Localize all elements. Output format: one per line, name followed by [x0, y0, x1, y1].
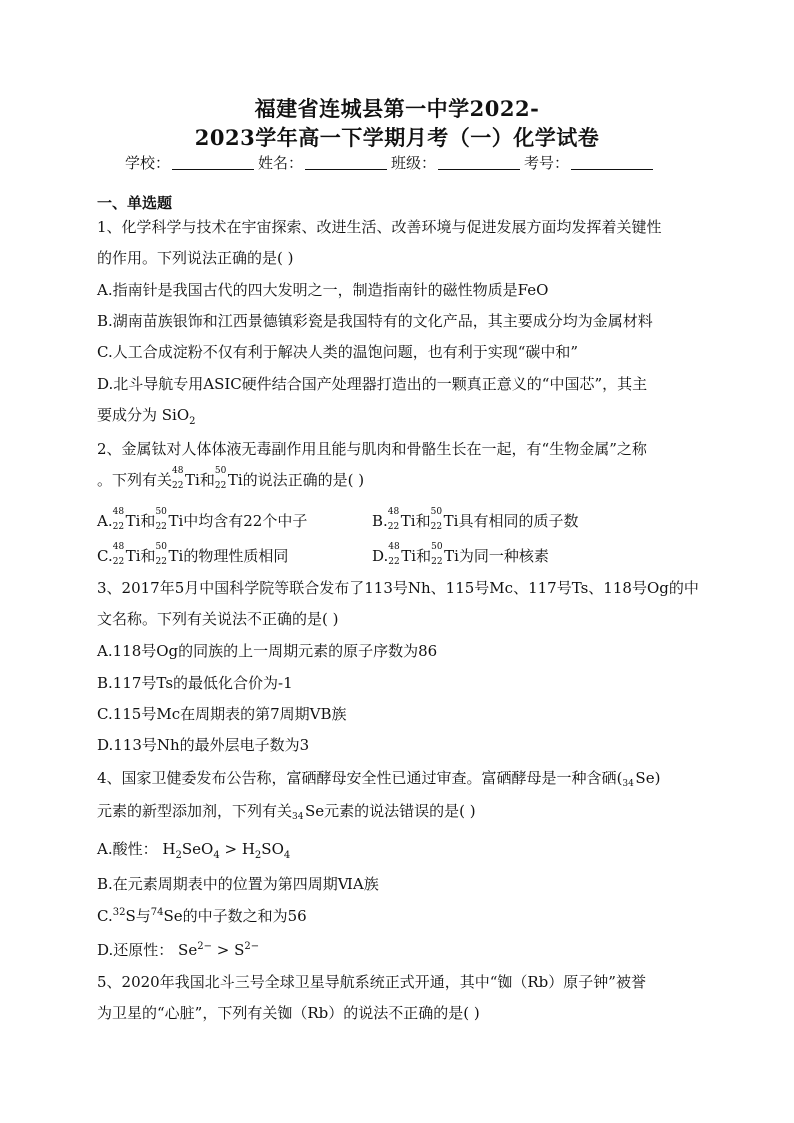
- q1-option-a: A.指南针是我国古代的四大发明之一，制造指南针的磁性物质是FeO: [97, 281, 549, 299]
- ion-symbol: Se: [178, 941, 198, 959]
- nuclide-z: 22: [431, 557, 443, 567]
- nuclide-symbol: Ti: [125, 512, 141, 530]
- nuclide-mass: 48: [387, 507, 400, 517]
- se34-nuclide: [292, 802, 325, 822]
- nuclide-z: 22: [112, 522, 125, 532]
- nuclide-z: 22: [430, 522, 443, 532]
- q4-stem-text-b: 元素的说法错误的是( ): [324, 802, 476, 820]
- nuclide-z: 34: [622, 779, 634, 789]
- ion-symbol: S: [234, 941, 245, 959]
- nuclide-symbol: Ti: [168, 512, 184, 530]
- option-text: 和: [140, 512, 156, 530]
- name-label: 姓名：: [258, 154, 304, 172]
- q4-stem-text-a: 元素的新型添加剂，下列有关: [97, 802, 293, 820]
- formula-subscript: 2: [254, 850, 262, 861]
- comparison-sign: >: [224, 840, 238, 858]
- q2-stem-text-a: 。下列有关: [97, 471, 173, 489]
- exam-title-line1: 福建省连城县第一中学2022-: [254, 96, 540, 121]
- ti48-nuclide: [388, 542, 417, 567]
- q3-stem-line1: 3、2017年5月中国科学院等联合发布了113号Nh、115号Mc、117号Ts、118号Og的中: [97, 579, 699, 597]
- q4-paren-close: ): [654, 769, 661, 787]
- formula-part: SO: [261, 840, 284, 858]
- option-text: 和: [416, 547, 432, 565]
- nuclide-symbol: Ti: [444, 547, 459, 565]
- nuclide-z: 22: [214, 481, 227, 491]
- school-label: 学校：: [125, 154, 171, 172]
- q1-stem-line1: 1、化学科学与技术在宇宙探索、改进生活、改善环境与促进发展方面均发挥着关键性: [97, 218, 662, 236]
- q3-option-b: B.117号Ts的最低化合价为-1: [97, 674, 293, 692]
- nuclide-z: 22: [172, 481, 184, 491]
- nuclide-z: 22: [112, 557, 125, 567]
- option-letter: C.: [97, 907, 113, 925]
- section-title: 一、单选题: [97, 194, 173, 212]
- class-label: 班级：: [391, 154, 437, 172]
- nuclide-mass: 48: [112, 542, 125, 552]
- q1-stem-line2: 的作用。下列说法正确的是( ): [97, 249, 294, 267]
- option-text: 中均含有22个中子: [183, 512, 308, 530]
- ti50-nuclide: [214, 466, 243, 491]
- q2-stem-text-c: 的说法正确的是( ): [242, 471, 365, 489]
- q5-stem-line2: 为卫星的“心脏”，下列有关铷（Rb）的说法不正确的是( ): [97, 1004, 480, 1022]
- class-blank: [438, 155, 520, 170]
- ion-charge: 2−: [197, 941, 212, 952]
- q5-stem-line1: 5、2020年我国北斗三号全球卫星导航系统正式开通，其中“铷（Rb）原子钟”被誉: [97, 973, 646, 991]
- option-text: 的物理性质相同: [183, 547, 289, 565]
- option-text: A.酸性：: [97, 840, 158, 858]
- nuclide-mass: 50: [431, 542, 443, 552]
- q2-stem-text-b: 和: [199, 471, 215, 489]
- comparison-sign: >: [216, 941, 230, 959]
- nuclide-mass: 48: [112, 507, 125, 517]
- q2-stem-line2: [97, 466, 365, 491]
- q3-option-d: D.113号Nh的最外层电子数为3: [97, 736, 310, 754]
- ti50-nuclide: [155, 507, 184, 532]
- q4-option-d: [97, 942, 259, 958]
- exam-number-label: 考号：: [524, 154, 570, 172]
- q4-option-a: [97, 842, 290, 861]
- formula-part: H: [162, 840, 176, 858]
- ti50-nuclide: [430, 507, 459, 532]
- q4-stem-line2: [97, 802, 476, 822]
- nuclide-symbol: Se: [635, 769, 655, 787]
- nuclide-symbol: Ti: [400, 512, 416, 530]
- formula-subscript: 4: [213, 850, 220, 861]
- formula-subscript: 4: [283, 850, 291, 861]
- exam-title-line2: 2023学年高一下学期月考（一）化学试卷: [194, 125, 600, 150]
- nuclide-symbol: Ti: [443, 512, 459, 530]
- option-letter: A.: [97, 512, 113, 530]
- ti48-nuclide: [112, 542, 141, 567]
- q2-option-d: [372, 542, 549, 567]
- q1-option-b: B.湖南苗族银饰和江西景德镇彩瓷是我国特有的文化产品，其主要成分均为金属材料: [97, 312, 653, 330]
- nuclide-z: 22: [387, 522, 400, 532]
- ti50-nuclide: [155, 542, 184, 567]
- option-text: 与: [135, 907, 151, 925]
- element-symbol: S: [125, 907, 136, 925]
- nuclide-mass: 50: [430, 507, 443, 517]
- q4-paren-open: (: [616, 769, 623, 787]
- q2-option-b: [372, 507, 579, 532]
- nuclide-symbol: Ti: [401, 547, 417, 565]
- exam-number-blank: [571, 155, 653, 170]
- ion-charge: 2−: [244, 941, 260, 952]
- nuclide-symbol: Ti: [125, 547, 141, 565]
- school-blank: [172, 155, 254, 170]
- ti48-nuclide: [387, 507, 416, 532]
- nuclide-symbol: Ti: [168, 547, 184, 565]
- ti50-nuclide: [431, 542, 459, 567]
- nuclide-symbol: Ti: [185, 471, 200, 489]
- option-letter: B.: [372, 512, 388, 530]
- option-text: D.还原性：: [97, 941, 174, 959]
- formula-subscript: 2: [175, 850, 182, 861]
- q3-stem-line2: 文名称。下列有关说法不正确的是( ): [97, 610, 339, 628]
- formula-part: SeO: [181, 840, 214, 858]
- q4-stem-text: 4、国家卫健委发布公告称，富硒酵母安全性已通过审查。富硒酵母是一种含硒: [97, 769, 617, 787]
- se34-nuclide: [622, 769, 655, 789]
- option-text: 具有相同的质子数: [458, 512, 579, 530]
- q4-option-c: [97, 908, 307, 924]
- q3-option-c: C.115号Mc在周期表的第7周期ⅤB族: [97, 705, 347, 723]
- nuclide-symbol: Se: [305, 802, 325, 820]
- q3-option-a: A.118号Og的同族的上一周期元素的原子序数为86: [97, 642, 438, 660]
- nuclide-mass: 50: [155, 507, 167, 517]
- mass-number: 32: [112, 907, 126, 918]
- ti48-nuclide: [172, 466, 200, 491]
- formula-part: H: [241, 840, 255, 858]
- name-blank: [305, 155, 387, 170]
- nuclide-z: 22: [155, 522, 167, 532]
- nuclide-z: 22: [155, 557, 167, 567]
- option-text: 和: [140, 547, 156, 565]
- q2-stem-line1: 2、金属钛对人体体液无毒副作用且能与肌肉和骨骼生长在一起，有“生物金属”之称: [97, 440, 647, 458]
- nuclide-z: 22: [388, 557, 400, 567]
- nuclide-mass: 50: [214, 466, 227, 476]
- option-text: 和: [415, 512, 431, 530]
- option-text: 为同一种核素: [458, 547, 549, 565]
- q2-option-c: [97, 542, 289, 567]
- q1-d-subscript: 2: [189, 416, 196, 427]
- nuclide-mass: 48: [172, 466, 184, 476]
- nuclide-z: 34: [292, 812, 304, 822]
- nuclide-symbol: Ti: [227, 471, 243, 489]
- mass-number: 74: [150, 907, 164, 918]
- nuclide-mass: 50: [155, 542, 167, 552]
- option-letter: C.: [97, 547, 113, 565]
- element-symbol: Se: [163, 907, 183, 925]
- nuclide-mass: 48: [388, 542, 400, 552]
- q1-option-d-line1: D.北斗导航专用ASIC硬件结合国产处理器打造出的一颗真正意义的“中国芯”，其主: [97, 375, 648, 393]
- q1-option-c: C.人工合成淀粉不仅有利于解决人类的温饱问题，也有利于实现“碳中和”: [97, 343, 579, 361]
- q4-option-b: B.在元素周期表中的位置为第四周期ⅥA族: [97, 875, 379, 893]
- q4-stem-line1: [97, 769, 661, 789]
- option-text: 的中子数之和为56: [182, 907, 307, 925]
- q2-option-a: [97, 507, 308, 532]
- q1-option-d-line2: [97, 408, 196, 427]
- ti48-nuclide: [112, 507, 141, 532]
- option-letter: D.: [372, 547, 389, 565]
- student-info-row: [125, 155, 657, 171]
- q1-d-text: 要成分为 SiO: [97, 406, 190, 424]
